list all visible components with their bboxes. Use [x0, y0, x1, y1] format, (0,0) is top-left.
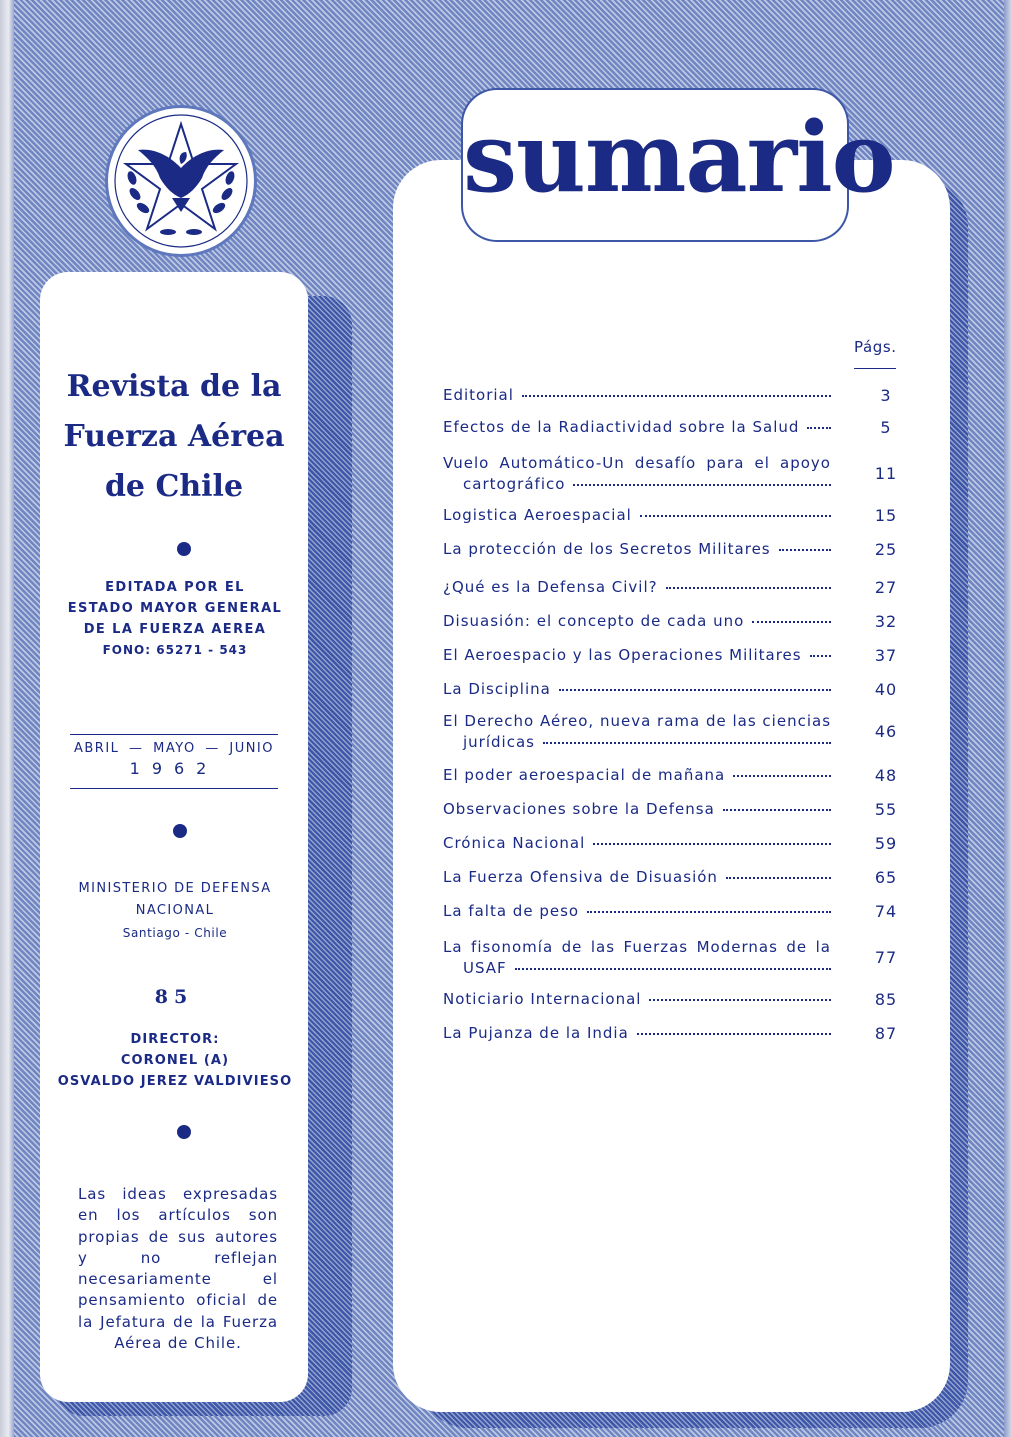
dot-leader — [637, 1033, 831, 1035]
dot-leader — [810, 655, 831, 657]
page-edge-right — [1004, 0, 1012, 1437]
toc-entry-title: La falta de peso — [443, 902, 580, 920]
toc-entry-title: La Fuerza Ofensiva de Disuasión — [443, 868, 718, 886]
toc-entry-title: Noticiario Internacional — [443, 990, 642, 1008]
toc-entry-line — [443, 540, 835, 558]
toc-entry-title: El Derecho Aéreo, nueva rama de las ciencias — [443, 712, 832, 730]
toc-entry-page: 48 — [874, 766, 898, 785]
disclaimer-text: Las ideas expresadas en los artículos son propias de sus autores y no reflejan necesariamente el pensamiento oficial de la Jefatura de la Fuerza Aérea de Chile. — [78, 1185, 278, 1353]
toc-entry — [443, 540, 903, 558]
toc-entry-title: La protección de los Secretos Militares — [443, 540, 771, 558]
toc-entry-title: La Disciplina — [443, 680, 551, 698]
toc-entry-page: 74 — [874, 902, 898, 921]
toc-entry — [443, 612, 903, 630]
toc-entry-page: 55 — [874, 800, 898, 819]
toc-entry-line — [443, 766, 835, 784]
toc-entry-page: 32 — [874, 612, 898, 631]
toc-entry-page: 27 — [874, 578, 898, 597]
toc-entry-line — [443, 868, 835, 886]
toc-entry-title: La fisonomía de las Fuerzas Modernas de la — [443, 938, 831, 956]
toc-entry-line — [443, 386, 835, 404]
toc-entry-line — [443, 418, 835, 436]
bullet-dot — [173, 824, 187, 838]
toc-entry-title: El Aeroespacio y las Operaciones Militares — [443, 646, 802, 664]
toc-entry-title: Editorial — [443, 386, 514, 404]
dot-leader — [515, 968, 831, 970]
toc-entry-line — [443, 959, 835, 977]
toc-entry-title: Logistica Aeroespacial — [443, 506, 632, 524]
toc-entry-line — [443, 710, 835, 733]
toc-entry — [443, 452, 903, 493]
dot-leader — [522, 395, 831, 397]
toc-entry-line — [443, 990, 835, 1008]
toc-entry-page: 3 — [880, 386, 892, 405]
toc-entry — [443, 902, 903, 920]
toc-entry-page: 77 — [874, 948, 898, 967]
dot-leader — [779, 549, 831, 551]
dot-leader — [752, 621, 831, 623]
issue-date — [70, 734, 278, 789]
toc-entry-line — [443, 612, 835, 630]
pages-column-label: Págs. — [854, 338, 897, 356]
toc-entry-line — [443, 646, 835, 664]
toc-entry — [443, 868, 903, 886]
bullet-dot — [177, 542, 191, 556]
eagle-star-emblem-icon — [108, 108, 254, 254]
dot-leader — [573, 484, 831, 486]
issue-number: 85 — [154, 986, 194, 1008]
issue-months: ABRIL — MAYO — JUNIO — [74, 741, 274, 756]
toc-entry-line — [443, 475, 835, 493]
toc-entry — [443, 646, 903, 664]
toc-entry — [443, 1024, 903, 1042]
ministry-info: MINISTERIO DE DEFENSA NACIONAL Santiago - Chile — [78, 881, 272, 940]
dot-leader — [593, 843, 831, 845]
toc-entry — [443, 386, 903, 404]
toc-entry-page: 5 — [880, 418, 892, 437]
dot-leader — [733, 775, 831, 777]
dot-leader — [640, 515, 831, 517]
toc-entry-page: 37 — [874, 646, 898, 665]
toc-entry-title: Efectos de la Radiactividad sobre la Salud — [443, 418, 800, 436]
toc-entry-page: 25 — [874, 540, 898, 559]
bullet-dot — [177, 1125, 191, 1139]
toc-entry-title: cartográfico — [463, 475, 566, 493]
issue-year: 1962 — [129, 759, 219, 778]
publisher-info: EDITADA POR EL ESTADO MAYOR GENERAL DE LA FUERZA AEREA FONO: 65271 - 543 — [60, 577, 290, 661]
toc-entry-title: ¿Qué es la Defensa Civil? — [443, 578, 658, 596]
toc-entry-title: Vuelo Automático-Un desafío para el apoyo — [443, 454, 831, 472]
toc-entry-title: USAF — [463, 959, 507, 977]
toc-entry-page: 65 — [874, 868, 898, 887]
magazine-title: Revista de la Fuerza Aérea de Chile — [63, 369, 285, 504]
toc-entry — [443, 800, 903, 818]
toc-entry-title: La Pujanza de la India — [443, 1024, 629, 1042]
toc-entry-line — [443, 834, 835, 852]
pages-column-rule — [854, 368, 896, 369]
dot-leader — [649, 999, 831, 1001]
toc-entry — [443, 834, 903, 852]
toc-entry — [443, 578, 903, 596]
toc-entry-line — [443, 800, 835, 818]
dot-leader — [726, 877, 831, 879]
toc-entry — [443, 710, 903, 751]
toc-entry — [443, 506, 903, 524]
phone-line: FONO: 65271 - 543 — [102, 643, 248, 657]
toc-entry-title: El poder aeroespacial de mañana — [443, 766, 726, 784]
toc-entry-page: 15 — [874, 506, 898, 525]
dot-leader — [807, 427, 831, 429]
dot-leader — [543, 742, 831, 744]
masthead-panel — [40, 272, 308, 1402]
toc-entry — [443, 418, 903, 436]
contents-heading-box — [463, 90, 895, 240]
toc-entry-page: 59 — [874, 834, 898, 853]
toc-entry-line — [443, 506, 835, 524]
director-info: DIRECTOR: CORONEL (A) OSVALDO JEREZ VALDIVIESO — [57, 1032, 293, 1089]
toc-entry-page: 40 — [874, 680, 898, 699]
dot-leader — [559, 689, 831, 691]
toc-entry-line — [443, 452, 835, 475]
toc-entry — [443, 766, 903, 784]
toc-entry — [443, 936, 903, 977]
toc-entry-line — [443, 733, 835, 751]
toc-entry-title: Observaciones sobre la Defensa — [443, 800, 715, 818]
toc-entry-page: 85 — [874, 990, 898, 1009]
toc-entry-line — [443, 578, 835, 596]
toc-entry-title: Disuasión: el concepto de cada uno — [443, 612, 745, 630]
toc-entry-title: jurídicas — [463, 733, 535, 751]
dot-leader — [587, 911, 831, 913]
page-edge-left — [0, 0, 14, 1437]
toc-entry-line — [443, 936, 835, 959]
dot-leader — [723, 809, 831, 811]
toc-entry-page: 87 — [874, 1024, 898, 1043]
toc-entry-line — [443, 902, 835, 920]
toc-entry-page: 46 — [874, 722, 898, 741]
toc-entry-page: 11 — [874, 464, 898, 483]
toc-entry — [443, 680, 903, 698]
toc-entry — [443, 990, 903, 1008]
toc-entry-line — [443, 1024, 835, 1042]
contents-heading: sumario — [463, 101, 895, 214]
toc-entry-line — [443, 680, 835, 698]
dot-leader — [666, 587, 831, 589]
toc-entry-title: Crónica Nacional — [443, 834, 586, 852]
